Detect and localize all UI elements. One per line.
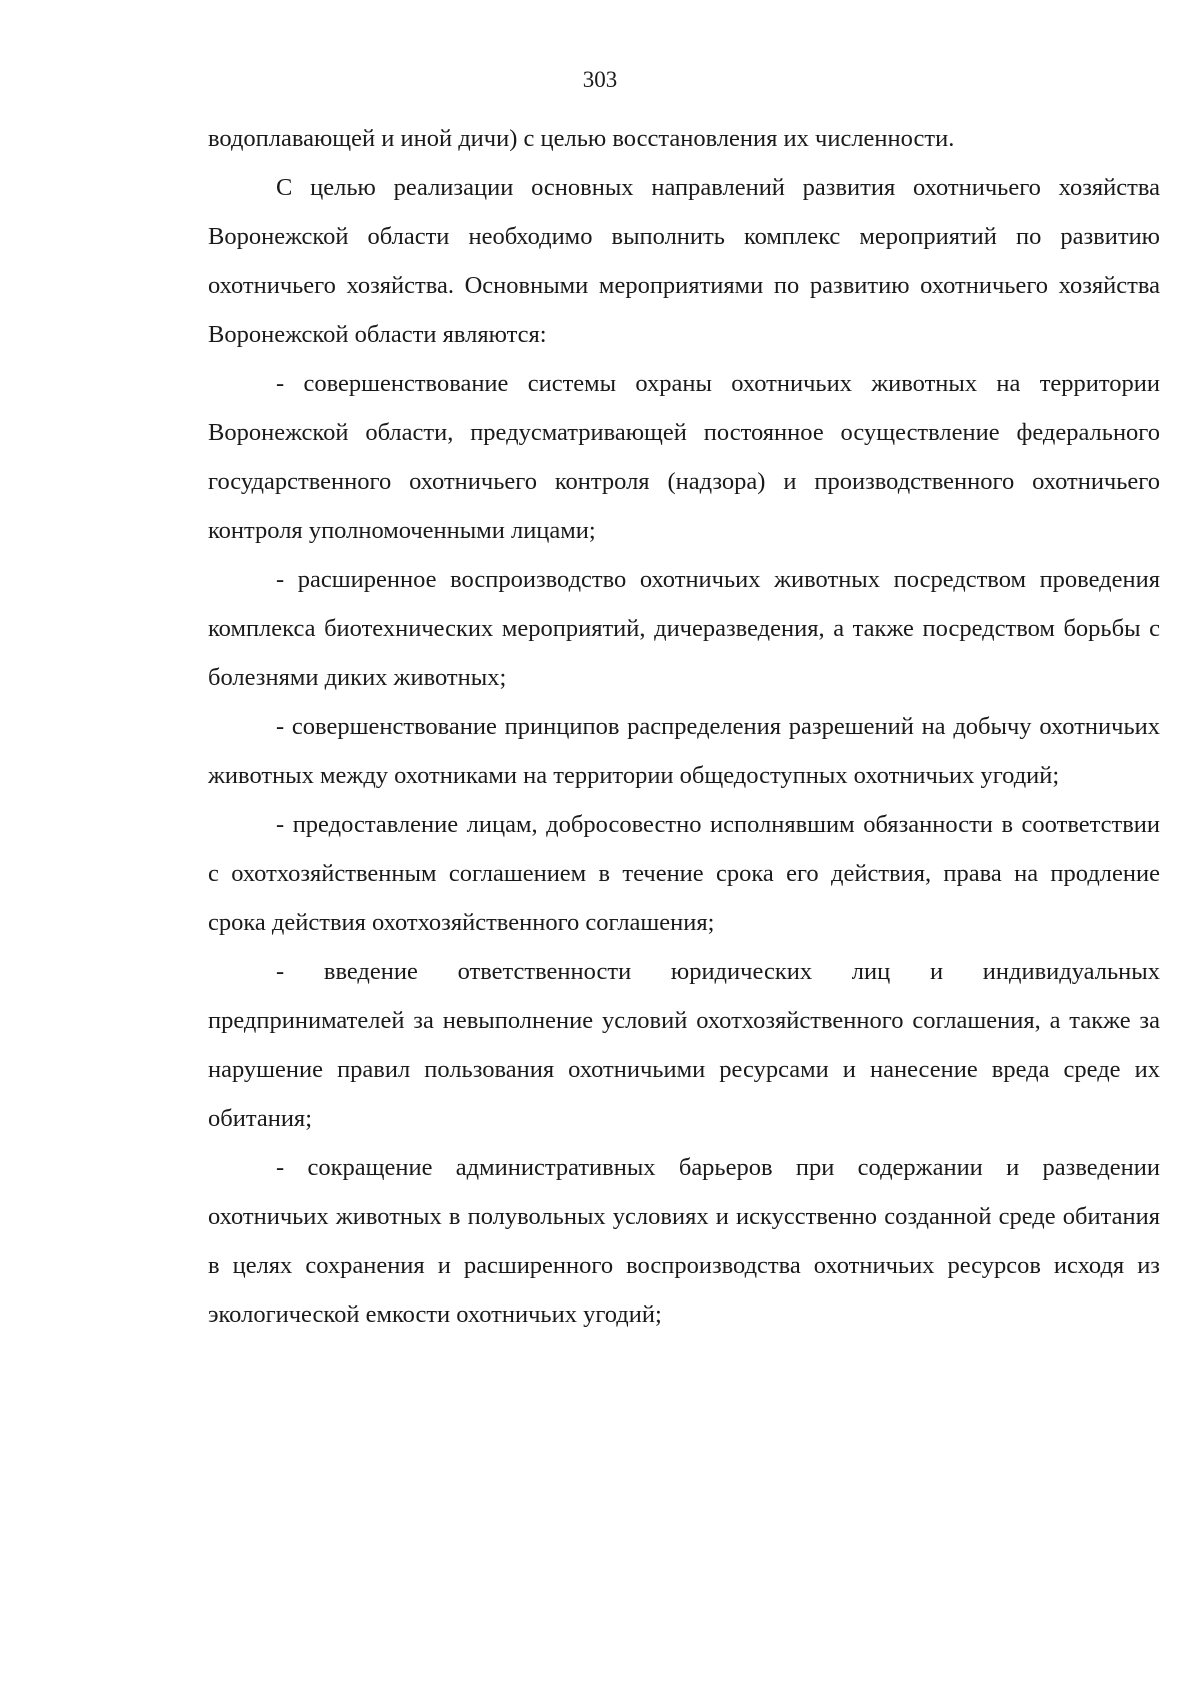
list-item-permit-distribution: - совершенствование принципов распределения разрешений на добычу охотничьих животных между охотниками на территории общедоступных охотничьих угодий;: [208, 713, 1160, 789]
page-number: 303: [582, 67, 618, 92]
paragraph-continuation: водоплавающей и иной дичи) с целью восстановления их численности.: [208, 125, 955, 152]
list-item-agreement-extension: - предоставление лицам, добросовестно исполнявшим обязанности в соответствии с охотхозяйственным соглашением в течение срока его действия, права на продление срока действия охотхозяйственного соглашения;: [208, 811, 1160, 936]
body-text: [208, 114, 1160, 1339]
list-item-admin-barriers: - сокращение административных барьеров при содержании и разведении охотничьих животных в полувольных условиях и искусственно созданной среде обитания в целях сохранения и расширенного воспроизводства охотничьих ресурсов исходя из экологической емкости охотничьих угодий;: [208, 1154, 1160, 1328]
list-item-protection-system: - совершенствование системы охраны охотничьих животных на территории Воронежской области, предусматривающей постоянное осуществление федерального государственного охотничьего контроля (надзора) и производственного охотничьего контроля уполномоченными лицами;: [208, 370, 1160, 544]
list-item-reproduction: - расширенное воспроизводство охотничьих животных посредством проведения комплекса биотехнических мероприятий, дичеразведения, а также посредством борьбы с болезнями диких животных;: [208, 566, 1160, 691]
list-item-liability: - введение ответственности юридических лиц и индивидуальных предпринимателей за невыполнение условий охотхозяйственного соглашения, а также за нарушение правил пользования охотничьими ресурсами и нанесение вреда среде их обитания;: [208, 958, 1160, 1132]
paragraph-intro: С целью реализации основных направлений развития охотничьего хозяйства Воронежской области необходимо выполнить комплекс мероприятий по развитию охотничьего хозяйства. Основными мероприятиями по развитию охотничьего хозяйства Воронежской области являются:: [208, 174, 1160, 348]
